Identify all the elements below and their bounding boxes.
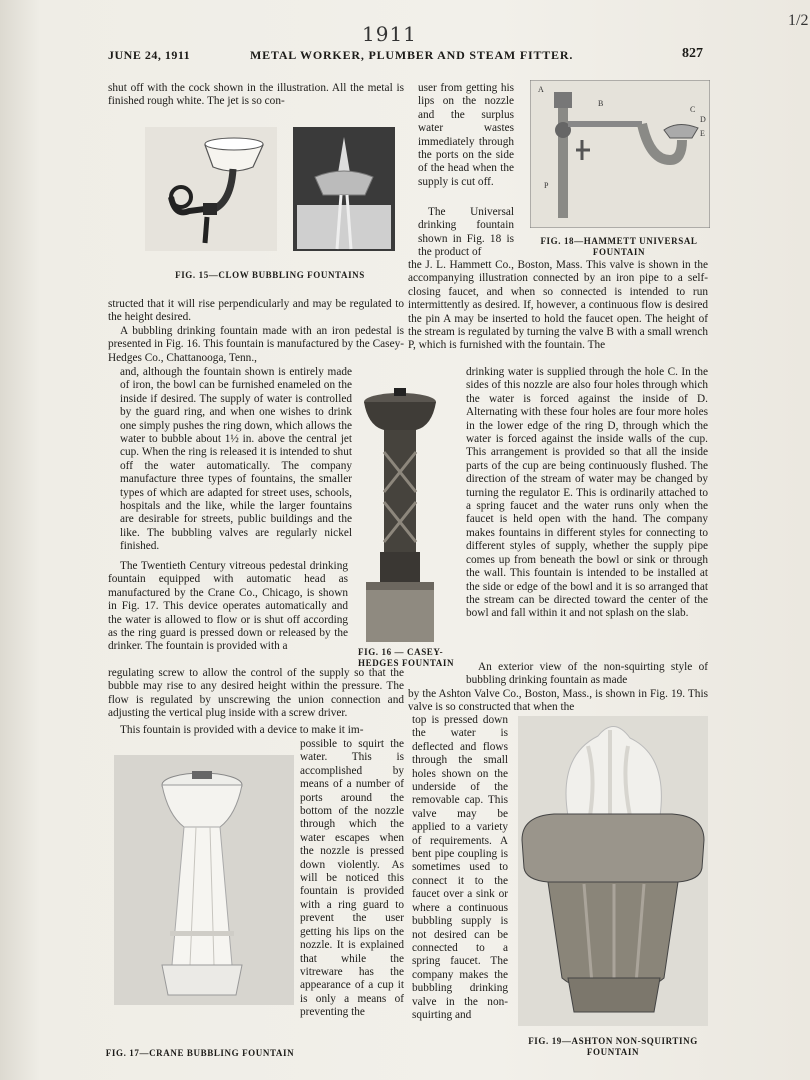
fig18-illustration [530,80,710,228]
handwritten-year: 1911 [362,22,417,46]
paragraph-ashton-intro: An exterior view of the non-squirting style of bubbling drinking fountain as made [466,661,708,687]
paragraph-right-top: user from getting his lips on the nozzle and the surplus water wastes immediately through the ports on the side of the head when the supply is cut off. [418,82,514,188]
paragraph-top: shut off with the cock shown in the illustration. All the metal is finished rough white. The jet is so con- [108,82,404,108]
paragraph-ashton-body: by the Ashton Valve Co., Boston, Mass., is shown in Fig. 19. This valve is so constructed that when the [408,688,708,714]
paragraph-universal-intro: The Universal drinking fountain shown in Fig. 18 is the product of [418,206,514,259]
paragraph-crane-intro: The Twentieth Century vitreous pedestal drinking fountain equipped with automatic head as manufactured by the Crane Co., Chicago, is shown in Fig. 17. This device operates automatically and the water is allowed to flow or is shut off according as the ring guard is pressed down or released by the drinker. The fountain is provided with a [108,560,348,653]
fig18-label-e: E [700,129,705,138]
fig19-illustration [518,716,708,1026]
header-date: JUNE 24, 1911 [108,48,191,62]
fig18-label-d: D [700,115,706,124]
fig18-label-a: A [538,85,544,94]
page-number: 827 [682,46,703,61]
paragraph-casey-intro: A bubbling drinking fountain made with an iron pedestal is presented in Fig. 16. This fountain is manufactured by the Casey-Hedges Co., Chattanooga, Tenn., [108,325,404,364]
fig19-caption: FIG. 19—ASHTON NON-SQUIRTING FOUNTAIN [528,1036,698,1057]
fig15-caption: FIG. 15—CLOW BUBBLING FOUNTAINS [175,270,365,280]
fig18-caption: FIG. 18—HAMMETT UNIVERSAL FOUNTAIN [540,236,698,257]
fig15-illustration [145,125,395,253]
paragraph-right-mid: drinking water is supplied through the hole C. In the sides of this nozzle are also four holes through which the water is forced against the inside of D. Alternating with these four holes are four more holes in the lower edge of the ring D, through which the water is forced against the inside walls of the cup. This arrangement is provided so that all the inside parts of the cup are being continuously flushed. The direction of the stream of water may be changed by turning the regulator E. This is ordinarily attached to a spring faucet and the water runs only when the faucet is held open with the hand. The company makes fountains in different styles for connecting to different styles of supply, whether the supply pipe comes up from beneath the bowl or sink or through the wall. This fountain is intended to be installed at the side or edge of the bowl and it is so arranged that the stream can be directed toward the center of the bowl and fall within it and not splash on the slab. [466,366,708,620]
fig16-caption: FIG. 16 — CASEY-HEDGES FOUNTAIN [358,647,455,668]
paragraph-ashton-valve: top is pressed down the water is deflected and flows through the small holes shown on the underside of the removable cap. This valve may be applied to a variety of requirements. A bent pipe coupling is sometimes used to connect it to the faucet over a sink or where a continuous bubbling supply is not desired can be connected to a spring faucet. The company makes the bubbling drinking valve in the non-squirting and [412,714,508,1021]
fig18-label-c: C [690,105,696,114]
paragraph-universal-body: the J. L. Hammett Co., Boston, Mass. This valve is shown in the accompanying illustration connected by an iron pipe to a self-closing faucet, and when so connected is intended to run intermittently as desired. If, however, a continuous flow is desired the pin A may be inserted to hold the faucet open. The height of the stream is regulated by turning the valve B with a small wrench P, which is furnished with the fountain. The [408,259,708,352]
header-title: METAL WORKER, PLUMBER AND STEAM FITTER. [250,48,574,62]
paragraph-casey-body: and, although the fountain shown is entirely made of iron, the bowl can be furnished enameled on the inside if desired. The supply of water is controlled by the guard ring, and when one wishes to drink one simply pushes the ring down, which allows the water to bubble about 1½ in. above the central jet cup. When the ring is released it is intended to shut off the water automatically. The company manufacture three types of fountains, the smaller types of which are adapted for street uses, schools, hospitals and the like, while the larger fountains are desirable for streets, public buildings and the like. The bubbling valves are regularly nickel finished. [120,366,352,553]
paragraph-structed: structed that it will rise perpendicularly and may be regulated to the height desired. [108,298,404,324]
fig17-illustration [114,755,294,1005]
paragraph-crane-regulation: regulating screw to allow the control of the supply so that the bubble may rise to any desired height within the pressure. The flow is regulated by unscrewing the union connection and adjusting the vertical plug inside with a screw driver. [108,667,404,720]
paragraph-crane-ports: possible to squirt the water. This is accomplished by means of a number of ports around the bottom of the nozzle through which the water escapes when the nozzle is pressed down violently. As will be noticed this fountain is provided with a ring guard to prevent the user getting his lips on the nozzle. It is explained that while the vitreware has the appearance of a cup it is only a means of preventing the [300,738,404,1019]
handwritten-corner-mark: 1/2 [788,12,809,29]
fig18-label-p: P [544,181,549,190]
paragraph-crane-device: This fountain is provided with a device to make it im- [120,724,364,736]
fig17-caption: FIG. 17—CRANE BUBBLING FOUNTAIN [105,1048,295,1058]
fig16-illustration [360,382,440,644]
fig18-label-b: B [598,99,604,108]
